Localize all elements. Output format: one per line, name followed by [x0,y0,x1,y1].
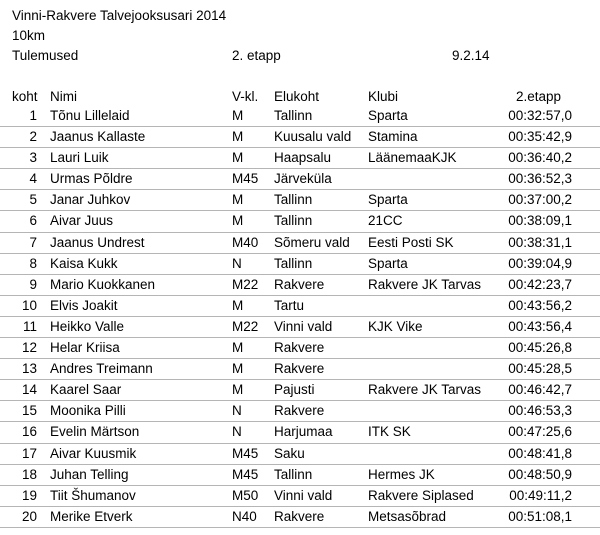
rank-cell: 10 [21,297,37,313]
town-cell: Kuusalu vald [274,129,352,145]
name-cell: Tõnu Lillelaid [50,108,130,123]
name-cell: Juhan Telling [50,466,129,482]
name-cell: Evelin Märtson [50,424,140,440]
rank-cell: 13 [21,361,37,377]
class-cell: M [232,150,244,166]
town-cell: Tartu [274,297,305,313]
class-cell: M [232,129,244,145]
time-cell: 00:37:00,2 [508,192,572,208]
table-row [0,486,600,507]
rank-cell: 1 [29,108,37,123]
time-cell: 00:48:41,8 [508,445,572,461]
class-cell: M [232,213,244,229]
table-row [0,254,600,275]
table-row [0,317,600,338]
town-cell: Tallinn [274,213,313,229]
table-row [0,106,600,127]
table-row [0,338,600,359]
club-cell: Sparta [368,192,408,208]
town-cell: Rakvere [274,508,325,524]
club-cell: ITK SK [368,424,411,440]
town-cell: Rakvere [274,340,325,356]
time-cell: 00:38:31,1 [508,234,572,250]
rank-cell: 8 [29,255,37,271]
rank-cell: 2 [29,129,37,145]
town-cell: Järveküla [274,171,332,187]
rank-cell: 20 [21,508,37,524]
table-row [0,275,600,296]
town-cell: Pajusti [274,382,315,398]
results-table-body [0,106,600,528]
class-cell: M45 [232,466,259,482]
club-cell: 21CC [368,213,403,229]
rank-cell: 12 [21,340,37,356]
class-cell: M [232,361,244,377]
time-cell: 00:36:40,2 [508,150,572,166]
club-cell: KJK Vike [368,318,423,334]
table-row [0,190,600,211]
rank-cell: 4 [29,171,37,187]
table-row [0,233,600,254]
town-cell: Sõmeru vald [274,234,350,250]
name-cell: Mario Kuokkanen [50,276,156,292]
class-cell: M [232,108,244,123]
race-date: 9.2.14 [452,48,490,63]
class-cell: M [232,192,244,208]
name-cell: Aivar Kuusmik [50,445,137,461]
rank-cell: 3 [29,150,37,166]
rank-cell: 6 [29,213,37,229]
name-cell: Jaanus Kallaste [50,129,146,145]
name-cell: Elvis Joakit [50,297,118,313]
town-cell: Rakvere [274,403,325,419]
club-cell: Sparta [368,108,408,123]
name-cell: Lauri Luik [50,150,109,166]
name-cell: Helar Kriisa [50,340,120,356]
rank-cell: 7 [29,234,37,250]
name-cell: Heikko Valle [50,318,125,334]
column-header-town: Elukoht [274,89,320,104]
class-cell: N [232,255,242,271]
name-cell: Moonika Pilli [50,403,126,419]
name-cell: Kaisa Kukk [50,255,118,271]
rank-cell: 15 [21,403,37,419]
time-cell: 00:32:57,0 [508,108,572,123]
town-cell: Saku [274,445,305,461]
name-cell: Jaanus Undrest [50,234,145,250]
class-cell: N [232,403,242,419]
table-row [0,465,600,486]
class-cell: M22 [232,276,259,292]
table-row [0,422,600,443]
town-cell: Vinni vald [274,487,333,503]
time-cell: 00:38:09,1 [508,213,572,229]
town-cell: Haapsalu [274,150,332,166]
class-cell: M [232,340,244,356]
name-cell: Janar Juhkov [50,192,131,208]
rank-cell: 5 [29,192,37,208]
column-header-rank: koht [12,89,38,104]
club-cell: Eesti Posti SK [368,234,454,250]
rank-cell: 14 [21,382,37,398]
table-row [0,296,600,317]
time-cell: 00:45:28,5 [508,361,572,377]
time-cell: 00:42:23,7 [508,276,572,292]
time-cell: 00:39:04,9 [508,255,572,271]
time-cell: 00:43:56,4 [508,318,572,334]
name-cell: Andres Treimann [50,361,153,377]
town-cell: Vinni vald [274,318,333,334]
club-cell: Hermes JK [368,466,435,482]
class-cell: M45 [232,171,259,187]
name-cell: Merike Etverk [50,508,133,524]
document-title: Vinni-Rakvere Talvejooksusari 2014 [12,8,227,23]
town-cell: Tallinn [274,255,313,271]
club-cell: Stamina [368,129,418,145]
club-cell: Metsasõbrad [368,508,447,524]
class-cell: M40 [232,234,259,250]
column-header-club: Klubi [368,89,399,104]
town-cell: Tallinn [274,466,313,482]
club-cell: LäänemaaKJK [368,150,457,166]
table-row [0,211,600,232]
time-cell: 00:43:56,2 [508,297,572,313]
table-row [0,380,600,401]
distance-label: 10km [12,28,46,43]
results-subtitle: Tulemused [12,48,79,63]
rank-cell: 18 [21,466,37,482]
class-cell: M [232,382,244,398]
rank-cell: 17 [21,445,37,461]
town-cell: Harjumaa [274,424,333,440]
club-cell: Rakvere Siplased [368,487,474,503]
table-row [0,507,600,528]
column-header-name: Nimi [50,89,77,104]
table-row [0,148,600,169]
rank-cell: 11 [22,318,37,334]
club-cell: Sparta [368,255,408,271]
class-cell: M50 [232,487,259,503]
time-cell: 00:36:52,3 [508,171,572,187]
town-cell: Tallinn [274,192,313,208]
club-cell: Rakvere JK Tarvas [368,382,482,398]
table-row [0,401,600,422]
time-cell: 00:46:53,3 [508,403,572,419]
name-cell: Kaarel Saar [50,382,122,398]
class-cell: M22 [232,318,259,334]
rank-cell: 19 [21,487,37,503]
town-cell: Tallinn [274,108,313,123]
table-row [0,444,600,465]
column-header-class: V-kl. [232,89,259,104]
time-cell: 00:35:42,9 [508,129,572,145]
time-cell: 00:46:42,7 [508,382,572,398]
name-cell: Aivar Juus [50,213,114,229]
name-cell: Urmas Põldre [50,171,133,187]
class-cell: M45 [232,445,259,461]
rank-cell: 9 [29,276,37,292]
table-row [0,169,600,190]
town-cell: Rakvere [274,276,325,292]
time-cell: 00:47:25,6 [508,424,572,440]
class-cell: N40 [232,508,257,524]
time-cell: 00:48:50,9 [508,466,572,482]
class-cell: M [232,297,244,313]
table-row [0,359,600,380]
time-cell: 00:49:11,2 [509,487,572,503]
time-cell: 00:45:26,8 [508,340,572,356]
column-header-time: 2.etapp [516,89,562,104]
town-cell: Rakvere [274,361,325,377]
club-cell: Rakvere JK Tarvas [368,276,482,292]
name-cell: Tiit Šhumanov [50,487,136,503]
table-row [0,127,600,148]
stage-label: 2. etapp [232,48,281,63]
rank-cell: 16 [21,424,37,440]
time-cell: 00:51:08,1 [508,508,572,524]
class-cell: N [232,424,242,440]
